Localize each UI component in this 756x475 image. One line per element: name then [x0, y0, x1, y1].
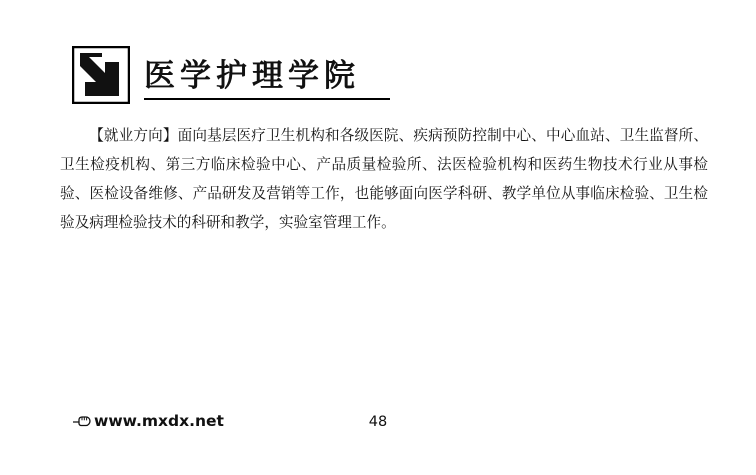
- title-underline: [144, 98, 390, 100]
- document-header: [72, 46, 390, 104]
- page-title: 医学护理学院: [144, 58, 360, 95]
- title-block: [144, 60, 390, 104]
- document-body: [60, 121, 708, 237]
- footer-site-label: www.mxdx.net: [94, 412, 224, 430]
- arrow-down-right-square-icon: [72, 46, 130, 104]
- page-number: 48: [368, 414, 388, 430]
- document-footer: [0, 412, 756, 442]
- body-paragraph: 【就业方向】面向基层医疗卫生机构和各级医院、疾病预防控制中心、中心血站、卫生监督所、卫生检疫机构、第三方临床检验中心、产品质量检验所、法医检验机构和医药生物技术行业从事检验、医检设备维修、产品研发及营销等工作，也能够面向医学科研、教学单位从事临床检验、卫生检验及病理检验技术的科研和教学，实验室管理工作。: [60, 127, 708, 231]
